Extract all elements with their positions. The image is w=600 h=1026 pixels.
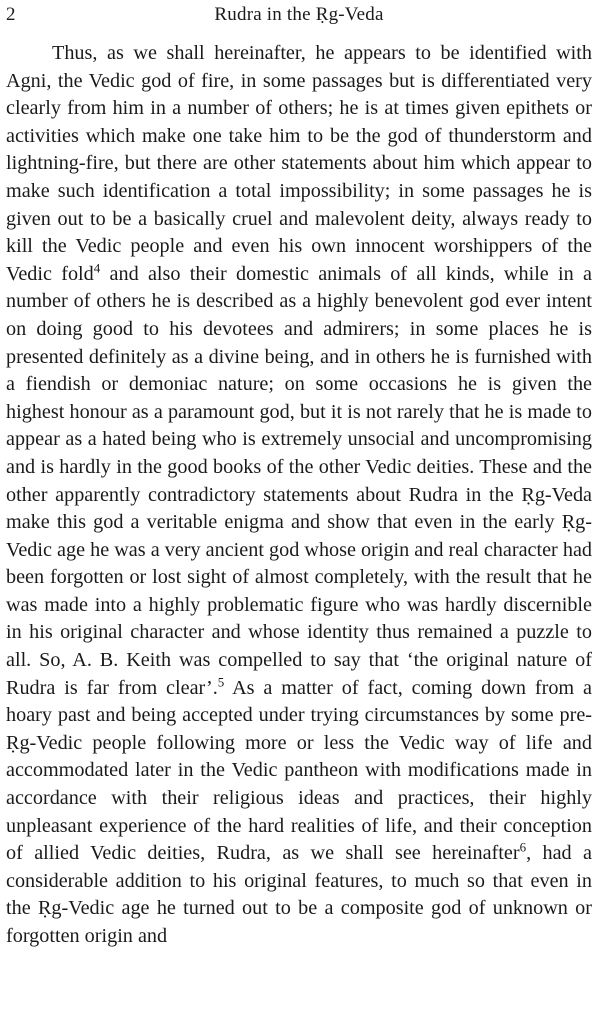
text-segment-2: and also their domestic animals of all kinds, while in a number of others he is described as a highly benevolent god ever intent on doing good to his devotees and admirers; in some places he is presented definitely as a divine being, and in others he is furnished with a fiendish or demoniac nature; on some occasions he is given the highest honour as a paramount god, but it is not rarely that he is made to appear as a hated being who is extremely unsocial and uncompromising and is hardly in the good books of the other Vedic deities. These and the other apparently contradictory statements about Rudra in the Ṛg-Veda make this god a veritable enigma and show that even in the early Ṛg-Vedic age he was a very ancient god whose origin and real character had been forgotten or lost sight of almost completely, with the result that he was made into a highly problematic figure who was hardly discernible in his original character and whose identity thus remained a puzzle to all. So, A. B. Keith was compelled to say that ‘the original nature of Rudra is far from clear’. <box>6 262 592 699</box>
running-head <box>6 0 592 40</box>
running-title: Rudra in the Ṛg-Veda <box>214 4 384 25</box>
footnote-ref-4: 4 <box>93 260 101 276</box>
page-number: 2 <box>6 4 16 25</box>
text-segment-1: Thus, as we shall hereinafter, he appears to be identified with Agni, the Vedic god of fire, in some passages but is differentiated very clearly from him in a number of others; he is at times given epithets or activities which make one take him to be the god of thunderstorm and lightning-fire, but there are other statements about him which appear to make such identification a total impossibility; in some passages he is given out to be a basically cruel and malevolent deity, always ready to kill the Vedic people and even his own innocent worshippers of the Vedic fold <box>6 42 592 285</box>
footnote-ref-5: 5 <box>217 673 225 689</box>
footnote-ref-6: 6 <box>519 839 527 855</box>
text-segment-4: , had a considerable addition to his original features, to much so that even in the Ṛg-Vedic age he turned out to be a composite god of unknown or forgotten origin and <box>6 842 592 947</box>
body-paragraph <box>6 40 592 951</box>
text-segment-3: As a matter of fact, coming down from a hoary past and being accepted under trying circumstances by some pre-Ṛg-Vedic people following more or less the Vedic way of life and accommodated later in the Vedic pantheon with modifications made in accordance with their religious ideas and practices, their highly unpleasant experience of the hard realities of life, and their conception of allied Vedic deities, Rudra, as we shall see hereinafter <box>6 676 592 865</box>
